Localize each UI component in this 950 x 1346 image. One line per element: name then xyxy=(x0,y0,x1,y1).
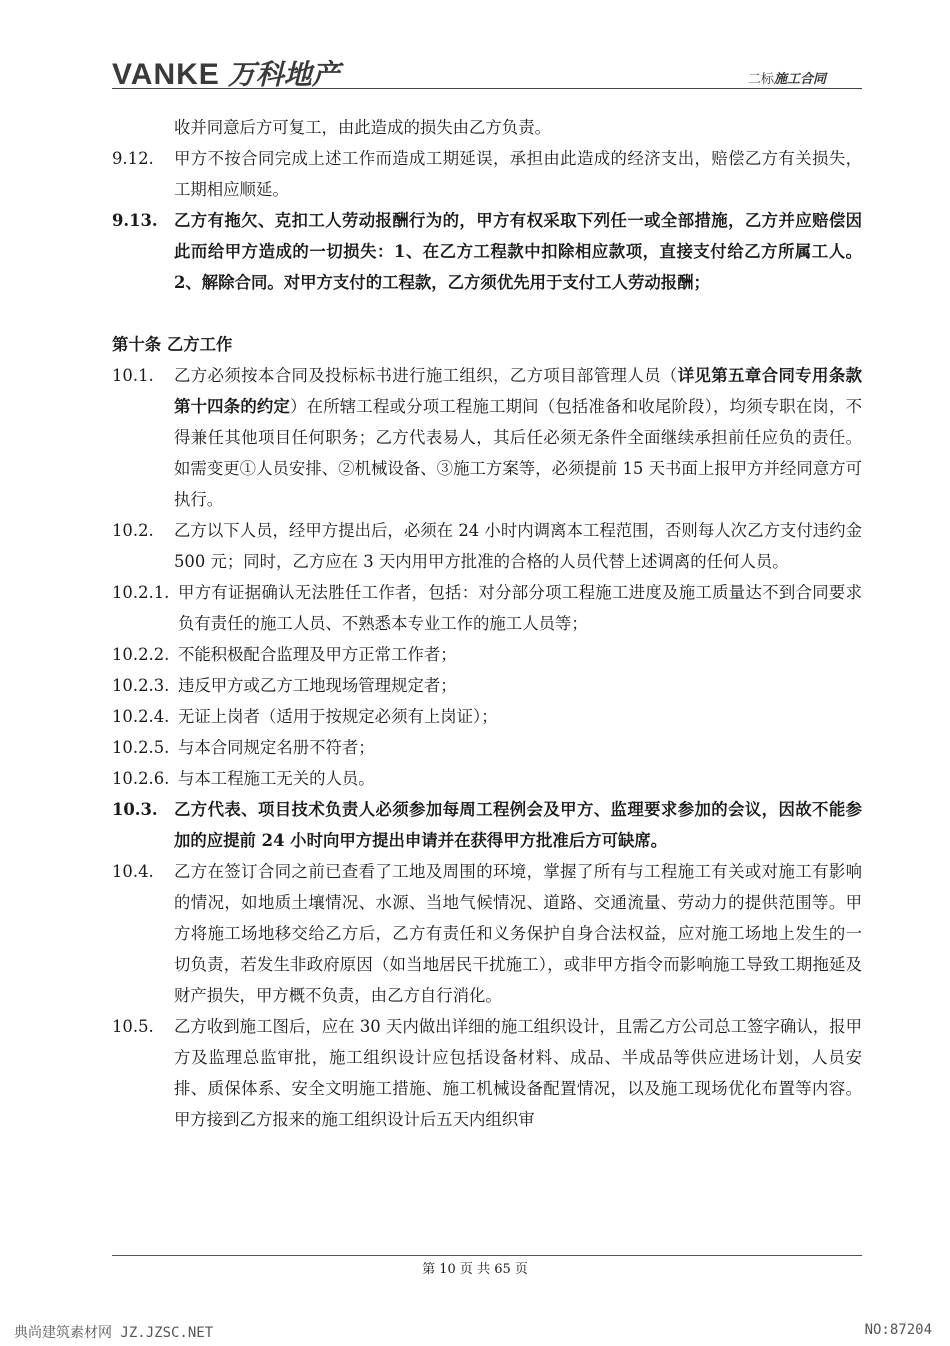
watermark-id: NO:87204 xyxy=(864,1322,932,1338)
clause-text xyxy=(174,360,862,515)
clause-text: 收并同意后方可复工，由此造成的损失由乙方负责。 xyxy=(174,118,551,137)
clause-number: 10.2. xyxy=(112,521,154,540)
clause-text: 违反甲方或乙方工地现场管理规定者； xyxy=(178,676,457,695)
clause-text: 与本工程施工无关的人员。 xyxy=(178,769,375,788)
clause-number: 10.2.1. xyxy=(112,583,170,602)
clause-text: 甲方不按合同完成上述工作而造成工期延误，承担由此造成的经济支出，赔偿乙方有关损失，工期相应顺延。 xyxy=(174,149,862,199)
clause-9-12 xyxy=(112,143,862,205)
clause-10-2-1 xyxy=(112,577,862,639)
header-section-title xyxy=(748,68,826,87)
clause-text: 不能积极配合监理及甲方正常工作者； xyxy=(178,645,457,664)
clause-number: 9.13. xyxy=(112,211,158,230)
clause-10-2-2 xyxy=(112,639,862,670)
logo-chinese-text: 万科地产 xyxy=(227,58,340,91)
clause-number: 10.5. xyxy=(112,1017,154,1036)
section-title: 施工合同 xyxy=(773,72,826,87)
clause-number: 10.3. xyxy=(112,800,158,819)
clause-number: 10.2.3. xyxy=(112,676,170,695)
logo-english-text: VANKE xyxy=(112,58,220,91)
clause-text: 乙方收到施工图后，应在 30 天内做出详细的施工组织设计，且需乙方公司总工签字确认，报甲方及监理总监审批，施工组织设计应包括设备材料、成品、半成品等供应进场计划，人员安排、质保体系、安全文明施工措施、施工机械设备配置情况，以及施工现场优化布置等内容。甲方接到乙方报来的施工组织设计后五天内组织审 xyxy=(174,1017,862,1129)
clause-text: 乙方代表、项目技术负责人必须参加每周工程例会及甲方、监理要求参加的会议，因故不能参加的应提前 24 小时向甲方提出申请并在获得甲方批准后方可缺席。 xyxy=(174,800,862,850)
clause-number: 10.2.5. xyxy=(112,738,170,757)
page-number: 第 10 页 共 65 页 xyxy=(422,1262,528,1277)
clause-10-4 xyxy=(112,856,862,1011)
clause-number: 9.12. xyxy=(112,149,154,168)
clause-text-part: ）在所辖工程或分项工程施工期间（包括准备和收尾阶段），均须专职在岗，不得兼任其他项目任何职务；乙方代表易人，其后任必须无条件全面继续承担前任应负的责任。如需变更①人员安排、②机械设备、③施工方案等，必须提前 15 天书面上报甲方并经同意方可执行。 xyxy=(174,397,862,509)
clause-10-2-4 xyxy=(112,701,862,732)
watermark-site: 典尚建筑素材网 JZ.JZSC.NET xyxy=(14,1325,214,1341)
clause-text: 与本合同规定名册不符者； xyxy=(178,738,375,757)
clause-continuation xyxy=(112,112,862,143)
footer-divider xyxy=(112,1255,862,1256)
article-10-heading: 第十条 乙方工作 xyxy=(112,335,233,354)
clause-text: 乙方以下人员，经甲方提出后，必须在 24 小时内调离本工程范围，否则每人次乙方支付违约金 500 元；同时，乙方应在 3 天内用甲方批准的合格的人员代替上述调离的任何人员。 xyxy=(174,521,862,571)
clause-10-2-6 xyxy=(112,763,862,794)
clause-number: 10.1. xyxy=(112,366,154,385)
clause-text: 乙方在签订合同之前已查看了工地及周围的环境，掌握了所有与工程施工有关或对施工有影响的情况，如地质土壤情况、水源、当地气候情况、道路、交通流量、劳动力的提供范围等。甲方将施工场地移交给乙方后，乙方有责任和义务保护自身合法权益，应对施工场地上发生的一切负责，若发生非政府原因（如当地居民干扰施工），或非甲方指令而影响施工导致工期拖延及财产损失，甲方概不负责，由乙方自行消化。 xyxy=(174,862,862,1005)
clause-text-part: 乙方必须按本合同及投标标书进行施工组织，乙方项目部管理人员（ xyxy=(174,366,678,385)
clause-10-2-3 xyxy=(112,670,862,701)
clause-10-1 xyxy=(112,360,862,515)
spacer xyxy=(112,298,862,329)
clause-10-3 xyxy=(112,794,862,856)
clause-text: 乙方有拖欠、克扣工人劳动报酬行为的，甲方有权采取下列任一或全部措施，乙方并应赔偿因此而给甲方造成的一切损失：1、在乙方工程款中扣除相应款项，直接支付给乙方所属工人。2、解除合同。对甲方支付的工程款，乙方须优先用于支付工人劳动报酬； xyxy=(174,211,862,292)
document-body xyxy=(112,112,862,1135)
clause-number: 10.2.2. xyxy=(112,645,170,664)
clause-number: 10.2.6. xyxy=(112,769,170,788)
clause-number: 10.4. xyxy=(112,862,154,881)
clause-text: 无证上岗者（适用于按规定必须有上岗证）； xyxy=(178,707,498,726)
section-prefix: 二标 xyxy=(747,72,774,87)
clause-9-13 xyxy=(112,205,862,298)
clause-text: 甲方有证据确认无法胜任工作者，包括：对分部分项工程施工进度及施工质量达不到合同要求负有责任的施工人员、不熟悉本专业工作的施工人员等； xyxy=(178,583,862,633)
clause-10-2-5 xyxy=(112,732,862,763)
header-divider xyxy=(112,88,862,89)
clause-number: 10.2.4. xyxy=(112,707,170,726)
clause-10-2 xyxy=(112,515,862,577)
vanke-logo xyxy=(112,58,340,92)
clause-10-5 xyxy=(112,1011,862,1135)
clause-number xyxy=(112,112,174,143)
clause-text-emphasis: 详见第五章合同专用条款第十四条的约定 xyxy=(174,366,863,416)
